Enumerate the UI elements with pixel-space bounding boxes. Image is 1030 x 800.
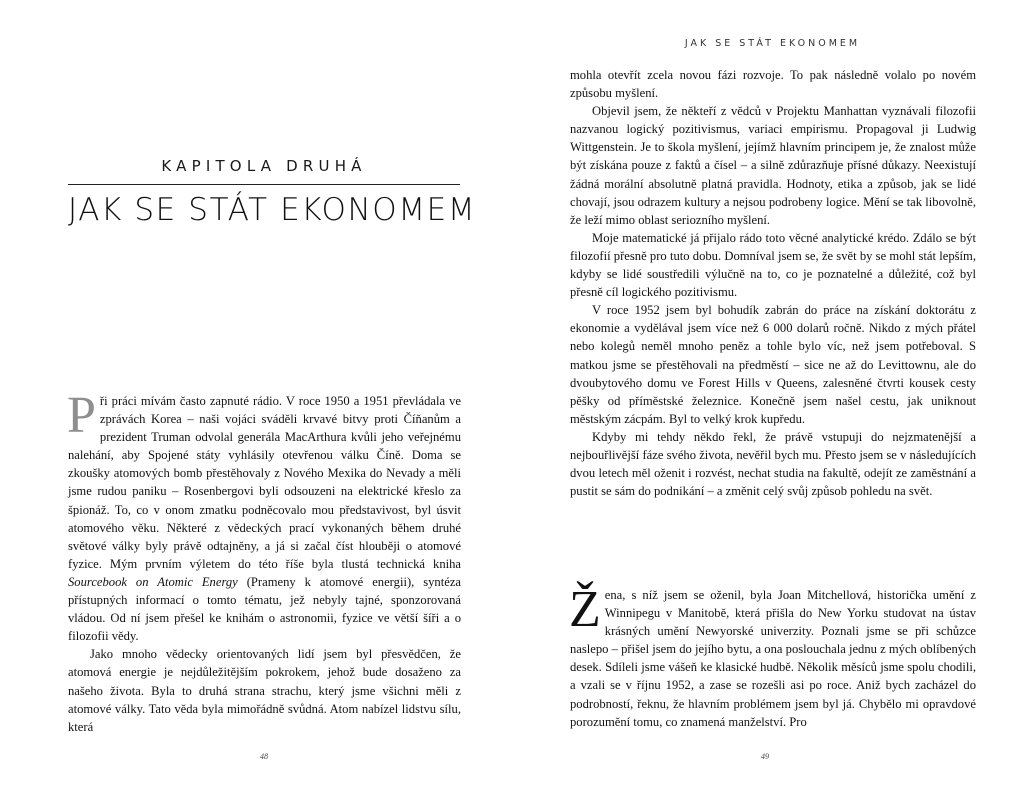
dropcap-z: Ž (569, 581, 601, 638)
page-number-left: 48 (260, 752, 268, 761)
paragraph: mohla otevřít zcela novou fázi rozvoje. To pak následně volalo po novém způsobu myšlení. (570, 68, 976, 101)
left-body-text (67, 387, 461, 736)
section-opening-paragraph (569, 581, 976, 731)
dropcap-p: P (67, 387, 96, 444)
right-page (515, 0, 1030, 800)
book-title: Sourcebook on Atomic Energy (68, 574, 238, 589)
opening-paragraph-text-end: (Prameny k atomové energii), syntéza přístupných informací o tomto tématu, jež nebyly tajné, sponzorovaná vládou. Od ní jsem přešel ke knihám o astronomii, fyzice ve větší šíři a o filozofii vědy. (68, 574, 461, 644)
chapter-title: JAK SE STÁT EKONOMEM (68, 192, 477, 228)
opening-paragraph (67, 387, 461, 645)
running-head: JAK SE STÁT EKONOMEM (684, 38, 861, 49)
right-body-text-top (570, 66, 976, 500)
chapter-label: KAPITOLA DRUHÁ (161, 157, 367, 175)
opening-paragraph-text-start: ři práci mívám často zapnuté rádio. V roce 1950 a 1951 převládala ve zprávách Korea – naši vojáci sváděli krvavé bitvy proti Číňanům a prezident Truman odvolal generála MacArthura kvůli jeho veřejnému nalehání, aby Spojené státy vyhlásily otevřenou válku Číně. Doma se zkoušky atomových bomb přestěhovaly z Nového Mexika do Nevady a měli jsme rudou paniku – Rosenbergovi byli odsouzeni na elektrické křeslo za špionáž. To, co v onom zmatku podněcovalo mou představivost, byl úsvit atomového věku. Některé z vědeckých prací vykonaných během druhé světové války byly právě odtajněny, a já si začal číst hlouběji o atomové fyzice. Mým prvním výletem do této říše byla tlustá technická kniha (68, 394, 461, 571)
paragraph: Objevil jsem, že někteří z vědců v Projektu Manhattan vyznávali filozofii nazvanou logický pozitivismus, variaci empirismu. Propagoval ji Ludwig Wittgenstein. Je to škola myšlení, jejímž hlavním principem je, že znalost může být získána pouze z faktů a čísel – a silně zdůrazňuje přísné důkazy. Neexistují žádná morální absolutně platná pravidla. Hodnoty, etika a způsob, jak se lidé chovají, jsou odrazem kultury a nejsou podrobeny logice. Mění se tak libovolně, že leží mimo oblast seriozního myšlení. (570, 104, 976, 227)
paragraph: V roce 1952 jsem byl bohudík zabrán do práce na získání doktorátu z ekonomie a vydělával jsem více než 6 000 dolarů ročně. Nikdo z mých přátel nebo kolegů neměl mnoho peněz a tohle bylo víc, než jsem potřeboval. S matkou jsme se přestěhovali na předměstí – sice ne až do Levittownu, ale do dvoubytového domu ve Forest Hills v Queens, zalesněné čtvrti kousek cesty pěšky od příměstské železnice. Konečně jsem našel cestu, jak uniknout městským zácpám. Byl to velký krok kupředu. (570, 303, 976, 426)
paragraph: Kdyby mi tehdy někdo řekl, že právě vstupuji do nejzmatenější a nejbouřlivější fáze svého života, nevěřil bych mu. Přesto jsem se v následujících dvou letech měl oženit i rozvést, nechat studia na fakultě, odejít ze zaměstnání a pustit se sám do podnikání – a změnit celý svůj způsob pohledu na svět. (570, 429, 976, 499)
section-opening-text: ena, s níž jsem se oženil, byla Joan Mitchellová, historička umění z Winnipegu v Manitobě, která přišla do New Yorku studovat na ústav krásných umění Newyorské univerzity. Poznali jsme se při schůzce naslepo – přišel jsem do jejího bytu, a ona poslouchala jednu z mých oblíbených desek. Sdíleli jsme vášeň ke klasické hudbě. Několik měsíců jsme spolu chodili, a vzali se v říjnu 1952, a zase se rozešli asi po roce. Aniž bych zacházel do podrobností, řeknu, že hlavním problémem jsem byl já. Chybělo mi opravdové porozumění tomu, co znamená manželství. Pro (570, 588, 976, 729)
paragraph: Moje matematické já přijalo rádo toto věcné analytické krédo. Zdálo se být filozofií přesně pro tuto dobu. Domníval jsem se, že svět by se mohl stát lepším, kdyby se lidé soustředili výlučně na to, co je poznatelné a důležité, což byl přesně cíl logického pozitivismu. (570, 230, 976, 300)
chapter-divider (68, 184, 460, 185)
right-body-text-bottom (569, 581, 976, 731)
paragraph: Jako mnoho vědecky orientovaných lidí jsem byl přesvědčen, že atomová energie je nejdůležitějším pokrokem, jehož bude dosaženo za našeho života. Byla to druhá strana strachu, který jsme všichni měli z atomové války. Tato věda byla mimořádně svůdná. Atom nabízel lidstvu sílu, která (68, 647, 461, 734)
page-number-right: 49 (761, 752, 769, 761)
